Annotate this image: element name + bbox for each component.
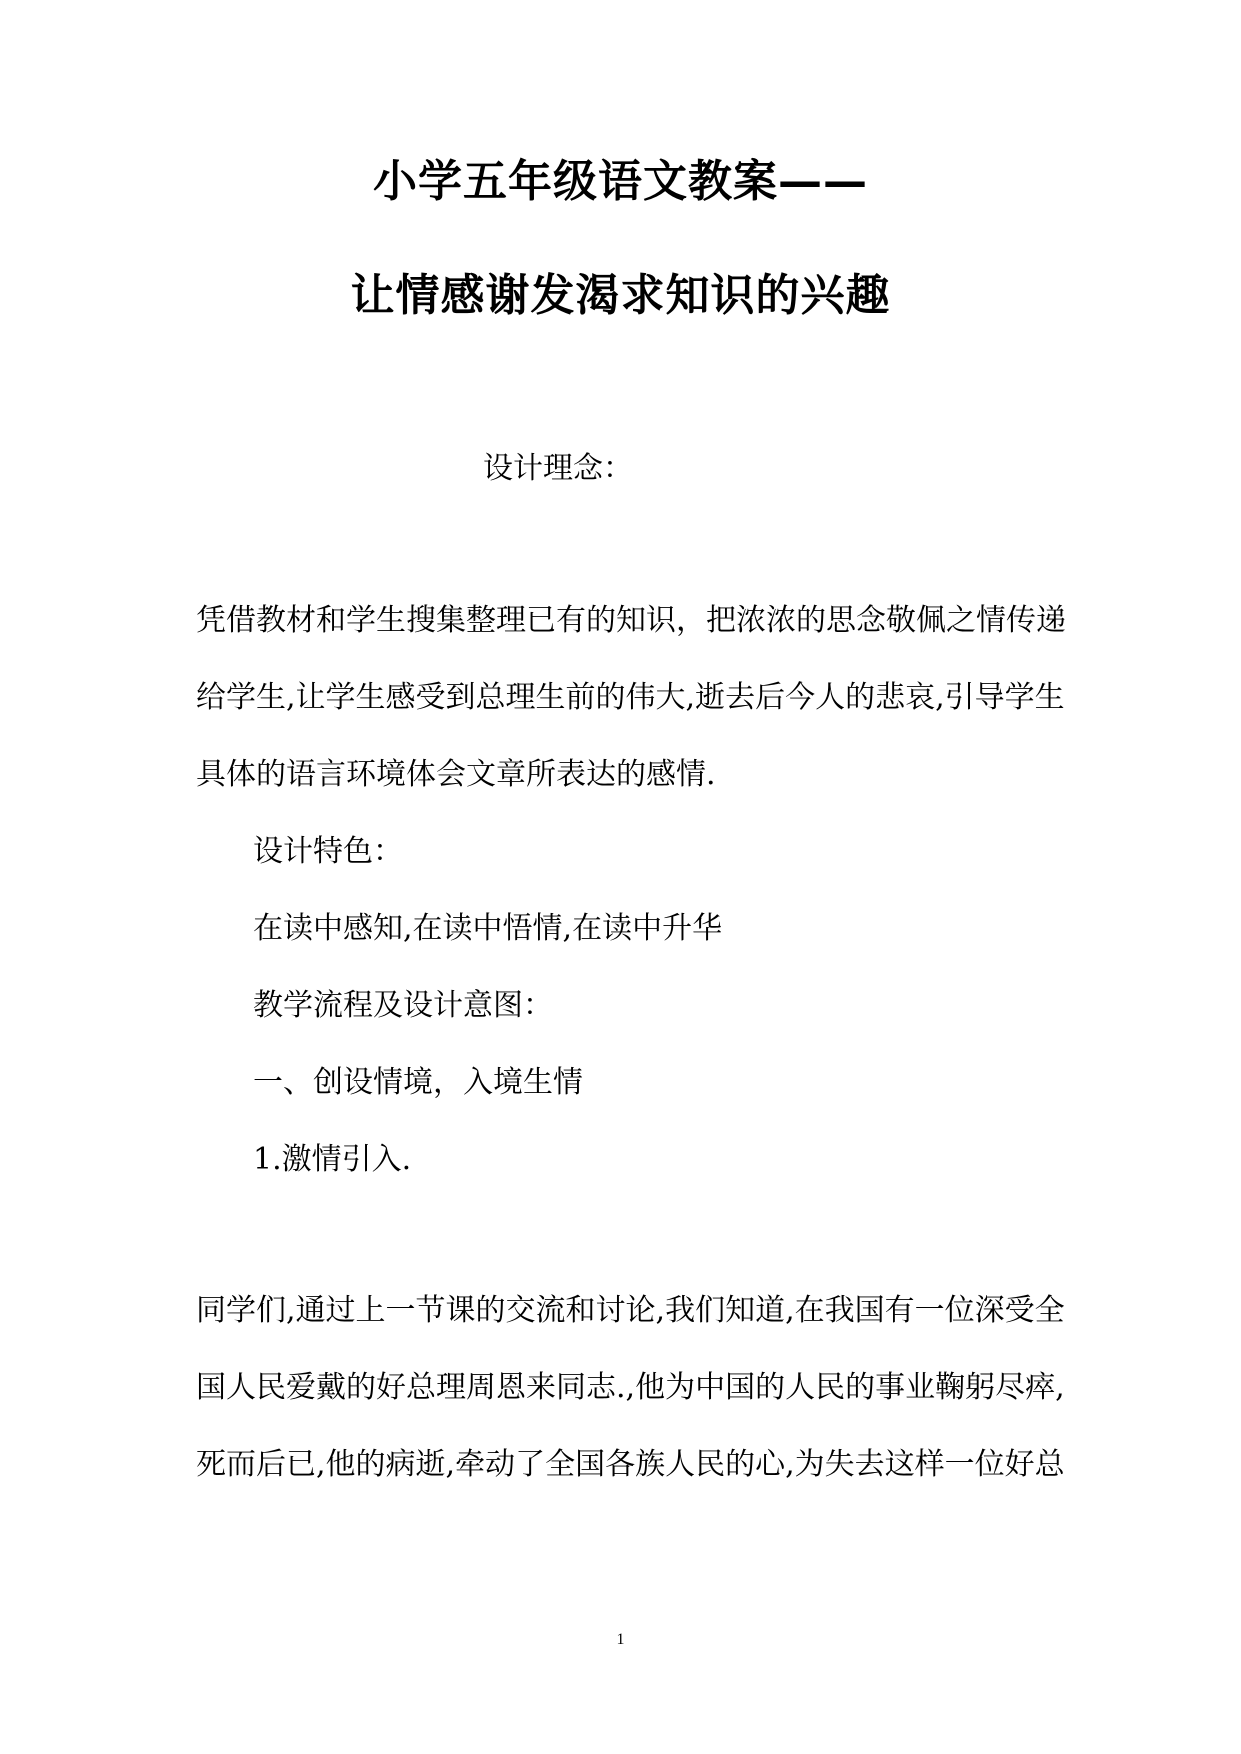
intro-paragraph-line: 死而后已,他的病逝,牵动了全国各族人民的心,为失去这样一位好总 [196, 1447, 1065, 1482]
concept-paragraph-line: 具体的语言环境体会文章所表达的感情. [196, 757, 716, 792]
intro-paragraph-line: 同学们,通过上一节课的交流和讨论,我们知道,在我国有一位深受全 [196, 1293, 1065, 1328]
document-title-line-1: 小学五年级语文教案—— [373, 156, 868, 207]
design-feature-text: 在读中感知,在读中悟情,在读中升华 [253, 911, 723, 946]
concept-paragraph-line: 给学生,让学生感受到总理生前的伟大,逝去后今人的悲哀,引导学生 [196, 680, 1065, 715]
teaching-flow-heading: 教学流程及设计意图： [253, 988, 553, 1023]
section-one-heading: 一、创设情境，入境生情 [253, 1065, 583, 1100]
page-number: 1 [616, 1631, 625, 1648]
design-feature-heading: 设计特色： [253, 834, 403, 869]
concept-paragraph-line: 凭借教材和学生搜集整理已有的知识，把浓浓的思念敬佩之情传递 [196, 603, 1066, 638]
intro-paragraph-line: 国人民爱戴的好总理周恩来同志.,他为中国的人民的事业鞠躬尽瘁, [196, 1370, 1065, 1405]
design-concept-heading: 设计理念： [483, 451, 633, 486]
document-title-line-2: 让情感谢发渴求知识的兴趣 [350, 270, 891, 321]
step-one-heading: 1.激情引入. [253, 1142, 412, 1177]
